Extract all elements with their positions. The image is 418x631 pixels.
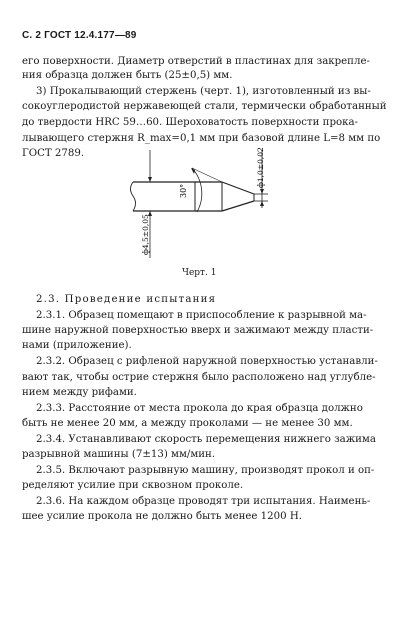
- figure-caption: Черт. 1: [182, 268, 217, 278]
- dimension-diameter-label: ф4,5±0,05: [141, 214, 150, 255]
- text-line: 2.3.1. Образец помещают в приспособление к разрывной ма-: [36, 310, 367, 321]
- text-line: 3) Прокалывающий стержень (черт. 1), изготовленный из вы-: [36, 86, 371, 97]
- text-line: 2.3.4. Устанавливают скорость перемещения нижнего зажима: [36, 434, 376, 445]
- text-line: его поверхности. Диаметр отверстий в пластинах для закрепле-: [22, 56, 370, 67]
- section-title: 2.3. Проведение испытания: [36, 294, 217, 305]
- text-line: 2.3.6. На каждом образце проводят три испытания. Наимень-: [36, 496, 371, 507]
- dimension-tip-label: ф1,0±0,02: [256, 147, 265, 188]
- text-line: ния образца должен быть (25±0,5) мм.: [22, 70, 233, 81]
- text-line: лывающего стержня R_max=0,1 мм при базовой длине L=8 мм по: [22, 133, 381, 144]
- text-line: 2.3.2. Образец с рифленой наружной поверхностью устанавли-: [36, 356, 378, 367]
- text-line: шине наружной поверхностью вверх и зажимают между пласти-: [22, 325, 374, 336]
- text-line: нами (приложение).: [22, 340, 132, 351]
- text-line: вают так, чтобы острие стержня было расположено над углубле-: [22, 372, 376, 383]
- text-line: шее усилие прокола не должно быть менее 1200 Н.: [22, 511, 302, 522]
- text-line: ределяют усилие при сквозном проколе.: [22, 480, 244, 491]
- text-line: сокоуглеродистой нержавеющей стали, термически обработанный: [22, 101, 387, 112]
- text-line: до твердости HRC 59…60. Шероховатость поверхности прока-: [22, 117, 358, 128]
- text-line: ГОСТ 2789.: [22, 148, 85, 159]
- text-line: нием между рифами.: [22, 387, 137, 398]
- text-line: разрывной машины (7±13) мм/мин.: [22, 449, 216, 460]
- text-line: 2.3.3. Расстояние от места прокола до края образца должно: [36, 403, 363, 414]
- text-line: 2.3.5. Включают разрывную машину, производят прокол и оп-: [36, 465, 375, 476]
- text-line: быть не менее 20 мм, а между проколами — не менее 30 мм.: [22, 418, 353, 429]
- dimension-angle-label: 30°: [179, 183, 188, 198]
- page-header: С. 2 ГОСТ 12.4.177—89: [22, 30, 137, 41]
